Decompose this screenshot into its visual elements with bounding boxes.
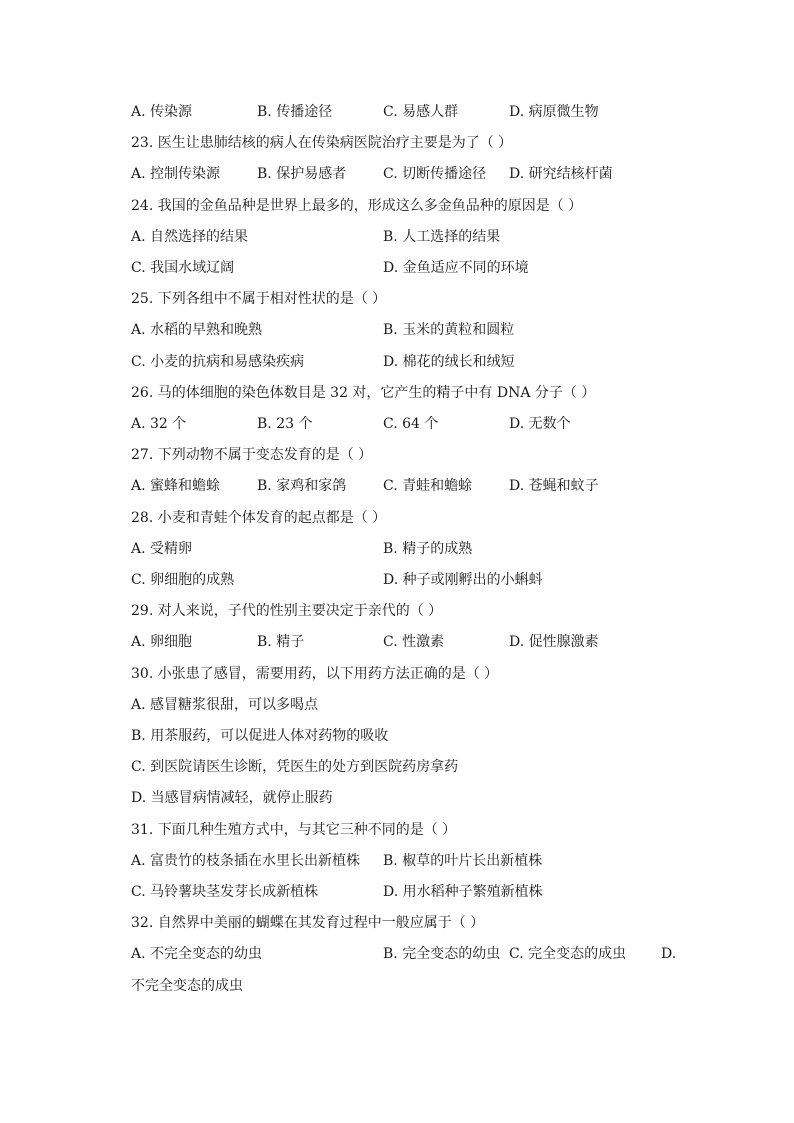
answer-option: A. 水稻的早熟和晚熟 — [131, 322, 263, 339]
answer-option: D. 当感冒病情减轻，就停止服药 — [131, 790, 333, 807]
question-text: 30. 小张患了感冒，需要用药，以下用药方法正确的是（ ） — [131, 665, 499, 682]
answer-option: D. 苍蝇和蚊子 — [509, 478, 599, 495]
question-text: 24. 我国的金鱼品种是世界上最多的，形成这么多金鱼品种的原因是（ ） — [131, 197, 583, 214]
answer-option: B. 家鸡和家鸽 — [257, 478, 347, 495]
answer-option: D. 无数个 — [509, 416, 571, 432]
answer-option: D. 研究结核杆菌 — [509, 166, 613, 183]
answer-option: B. 保护易感者 — [257, 166, 347, 183]
answer-option: A. 感冒糖浆很甜，可以多喝点 — [131, 696, 319, 713]
answer-option: D. 棉花的绒长和绒短 — [383, 353, 515, 370]
answer-option: A. 控制传染源 — [131, 166, 221, 183]
answer-option: A. 富贵竹的枝条插在水里长出新植株 — [131, 852, 361, 869]
answer-option: A. 蜜蜂和蟾蜍 — [131, 478, 221, 495]
answer-option: B. 完全变态的幼虫 — [383, 946, 501, 963]
question-text: 28. 小麦和青蛙个体发育的起点都是（ ） — [131, 509, 387, 526]
answer-option: A. 传染源 — [131, 104, 193, 120]
answer-option: C. 易感人群 — [383, 104, 459, 120]
question-text: 23. 医生让患肺结核的病人在传染病医院治疗主要是为了（ ） — [131, 135, 513, 152]
answer-option: D. — [661, 946, 677, 963]
answer-option: D. 用水稻种子繁殖新植株 — [383, 884, 543, 900]
question-text: 32. 自然界中美丽的蝴蝶在其发育过程中一般应属于（ ） — [131, 915, 485, 932]
answer-option: C. 完全变态的成虫 — [509, 946, 627, 963]
answer-option: C. 卵细胞的成熟 — [131, 572, 235, 588]
answer-option: B. 人工选择的结果 — [383, 228, 501, 245]
question-text: 27. 下列动物不属于变态发育的是（ ） — [131, 447, 373, 464]
answer-option: C. 小麦的抗病和易感染疾病 — [131, 353, 305, 370]
answer-option: D. 种子或刚孵出的小蝌蚪 — [383, 572, 543, 588]
answer-option: C. 马铃薯块茎发芽长成新植株 — [131, 884, 319, 900]
answer-option: 不完全变态的成虫 — [131, 977, 243, 994]
answer-option: B. 传播途径 — [257, 104, 333, 120]
answer-option: D. 促性腺激素 — [509, 634, 599, 651]
answer-option: B. 23 个 — [257, 416, 313, 432]
answer-option: B. 精子 — [257, 634, 305, 651]
answer-option: A. 受精卵 — [131, 540, 193, 557]
answer-option: C. 青蛙和蟾蜍 — [383, 478, 473, 495]
answer-option: A. 不完全变态的幼虫 — [131, 946, 263, 963]
answer-option: C. 64 个 — [383, 416, 439, 432]
answer-option: C. 到医院请医生诊断，凭医生的处方到医院药房拿药 — [131, 759, 459, 776]
answer-option: A. 32 个 — [131, 416, 187, 432]
question-text: 29. 对人来说，子代的性别主要决定于亲代的（ ） — [131, 603, 443, 620]
question-text: 26. 马的体细胞的染色体数目是 32 对，它产生的精子中有 DNA 分子（ ） — [131, 384, 596, 401]
answer-option: B. 用茶服药，可以促进人体对药物的吸收 — [131, 728, 389, 744]
answer-option: B. 精子的成熟 — [383, 540, 473, 557]
answer-option: C. 切断传播途径 — [383, 166, 487, 183]
question-text: 25. 下列各组中不属于相对性状的是（ ） — [131, 291, 387, 308]
answer-option: B. 椒草的叶片长出新植株 — [383, 852, 543, 869]
answer-option: A. 卵细胞 — [131, 634, 193, 651]
answer-option: D. 病原微生物 — [509, 104, 599, 120]
question-text: 31. 下面几种生殖方式中，与其它三种不同的是（ ） — [131, 821, 457, 838]
answer-option: C. 我国水域辽阔 — [131, 260, 235, 276]
answer-option: B. 玉米的黄粒和圆粒 — [383, 322, 515, 339]
answer-option: C. 性激素 — [383, 634, 445, 651]
answer-option: A. 自然选择的结果 — [131, 228, 249, 245]
answer-option: D. 金鱼适应不同的环境 — [383, 260, 529, 276]
